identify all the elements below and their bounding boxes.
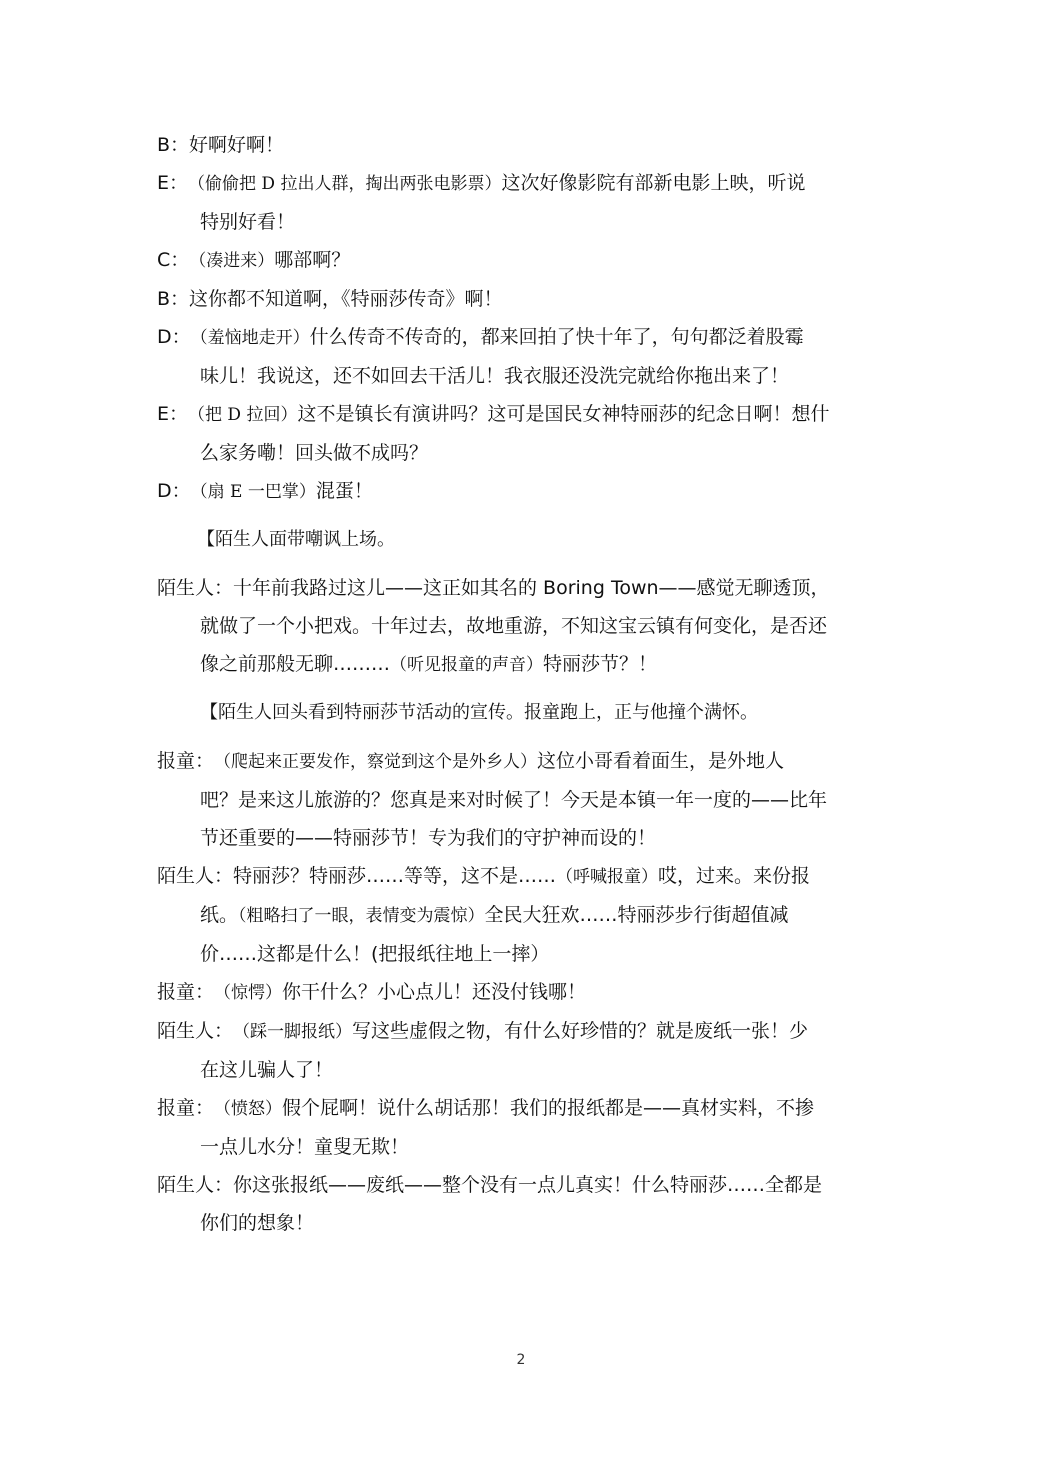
speaker: C： — [157, 249, 190, 271]
dialogue-line — [157, 1012, 892, 1051]
dialogue-text: 好啊好啊！ — [189, 134, 285, 156]
dialogue-line — [157, 395, 892, 434]
stage-direction: （呼喊报童） — [556, 867, 659, 887]
dialogue-continuation: 么家务嘞！回头做不成吗？ — [200, 442, 429, 464]
stage-direction: （踩一脚报纸） — [233, 1022, 353, 1042]
dialogue-continuation: 味儿！我说这，还不如回去干活儿！我衣服还没洗完就给你拖出来了！ — [200, 365, 790, 387]
dialogue-text: 写这些虚假之物，有什么好珍惜的？就是废纸一张！少 — [352, 1020, 809, 1042]
stage-direction: （偷偷把 D 拉出人群，掏出两张电影票） — [188, 174, 502, 194]
dialogue-line — [157, 318, 892, 357]
dialogue-text: 像之前那般无聊……… — [200, 653, 391, 675]
dialogue-text: 假个屁啊！说什么胡话那！我们的报纸都是——真材实料，不掺 — [282, 1097, 815, 1119]
dialogue-line — [157, 973, 892, 1012]
stage-direction: （羞恼地走开） — [190, 328, 310, 348]
stage-note: 【陌生人面带嘲讽上场。 — [197, 529, 395, 550]
speaker: E： — [157, 403, 189, 425]
dialogue-text: 哪部啊？ — [274, 249, 351, 271]
dialogue-text: 纸。 — [200, 904, 239, 926]
stage-note: 【陌生人回头看到特丽莎节活动的宣传。报童跑上，正与他撞个满怀。 — [200, 702, 758, 723]
stage-direction: （惊愕） — [214, 983, 283, 1003]
speaker: 报童： — [157, 750, 215, 772]
script-page — [157, 126, 892, 1242]
dialogue-line — [157, 569, 892, 607]
stage-direction: （爬起来正要发作，察觉到这个是外乡人） — [214, 752, 538, 772]
speaker: B： — [157, 288, 190, 310]
dialogue-line — [157, 280, 892, 318]
dialogue-continuation: 价……这都是什么！(把报纸往地上一摔） — [200, 943, 550, 965]
speaker: 陌生人： — [157, 1020, 234, 1042]
speaker: B： — [157, 134, 190, 156]
dialogue-text: 哎，过来。来份报 — [658, 865, 811, 887]
dialogue-continuation: 特别好看！ — [200, 211, 296, 233]
stage-direction: （愤怒） — [214, 1099, 283, 1119]
dialogue-continuation: 一点儿水分！童叟无欺！ — [200, 1136, 410, 1158]
dialogue-line — [157, 857, 892, 896]
speaker: 陌生人： — [157, 1174, 234, 1196]
dialogue-text: 你干什么？小心点儿！还没付钱哪！ — [282, 981, 587, 1003]
dialogue-text: 这次好像影院有部新电影上映，听说 — [501, 172, 806, 194]
dialogue-text: 全民大狂欢……特丽莎步行街超值减 — [484, 904, 789, 926]
dialogue-text: 这不是镇长有演讲吗？这可是国民女神特丽莎的纪念日啊！想什 — [297, 403, 830, 425]
speaker: D： — [157, 480, 191, 502]
speaker: D： — [157, 326, 191, 348]
dialogue-continuation — [157, 645, 892, 684]
stage-direction: （把 D 拉回） — [188, 405, 298, 425]
stage-direction: （听见报童的声音） — [390, 655, 544, 675]
dialogue-continuation: 节还重要的——特丽莎节！专为我们的守护神而设的！ — [200, 827, 657, 849]
page-number: 2 — [516, 1352, 526, 1368]
dialogue-line — [157, 472, 892, 511]
dialogue-text: 你这张报纸——废纸——整个没有一点儿真实！什么特丽莎……全都是 — [233, 1174, 823, 1196]
stage-direction: （粗略扫了一眼，表情变为震惊） — [238, 906, 485, 926]
dialogue-continuation — [157, 896, 892, 935]
speaker: 陌生人： — [157, 865, 234, 887]
dialogue-continuation: 在这儿骗人了！ — [200, 1059, 334, 1081]
speaker: E： — [157, 172, 189, 194]
dialogue-text: 特丽莎节？！ — [543, 653, 658, 675]
dialogue-line — [157, 164, 892, 203]
dialogue-line — [157, 241, 892, 280]
dialogue-line — [157, 742, 892, 781]
dialogue-line — [157, 1089, 892, 1128]
dialogue-line — [157, 1166, 892, 1204]
speaker: 报童： — [157, 1097, 215, 1119]
dialogue-text: 什么传奇不传奇的，都来回拍了快十年了，句句都泛着股霉 — [309, 326, 804, 348]
dialogue-text: 特丽莎？特丽莎……等等，这不是…… — [233, 865, 557, 887]
dialogue-text: 这位小哥看着面生，是外地人 — [537, 750, 785, 772]
dialogue-text: 这你都不知道啊，《特丽莎传奇》啊！ — [189, 288, 503, 310]
dialogue-continuation: 吧？是来这儿旅游的？您真是来对时候了！今天是本镇一年一度的——比年 — [200, 789, 828, 811]
stage-direction: （凑进来） — [189, 251, 275, 271]
dialogue-continuation: 就做了一个小把戏。十年过去，故地重游，不知这宝云镇有何变化，是否还 — [200, 615, 828, 637]
speaker: 陌生人： — [157, 577, 234, 599]
dialogue-text: 十年前我路过这儿——这正如其名的 Boring Town——感觉无聊透顶， — [233, 577, 830, 599]
dialogue-text: 混蛋！ — [315, 480, 373, 502]
speaker: 报童： — [157, 981, 215, 1003]
stage-direction: （扇 E 一巴掌） — [190, 482, 316, 502]
dialogue-continuation: 你们的想象！ — [200, 1212, 315, 1234]
dialogue-line — [157, 126, 892, 164]
